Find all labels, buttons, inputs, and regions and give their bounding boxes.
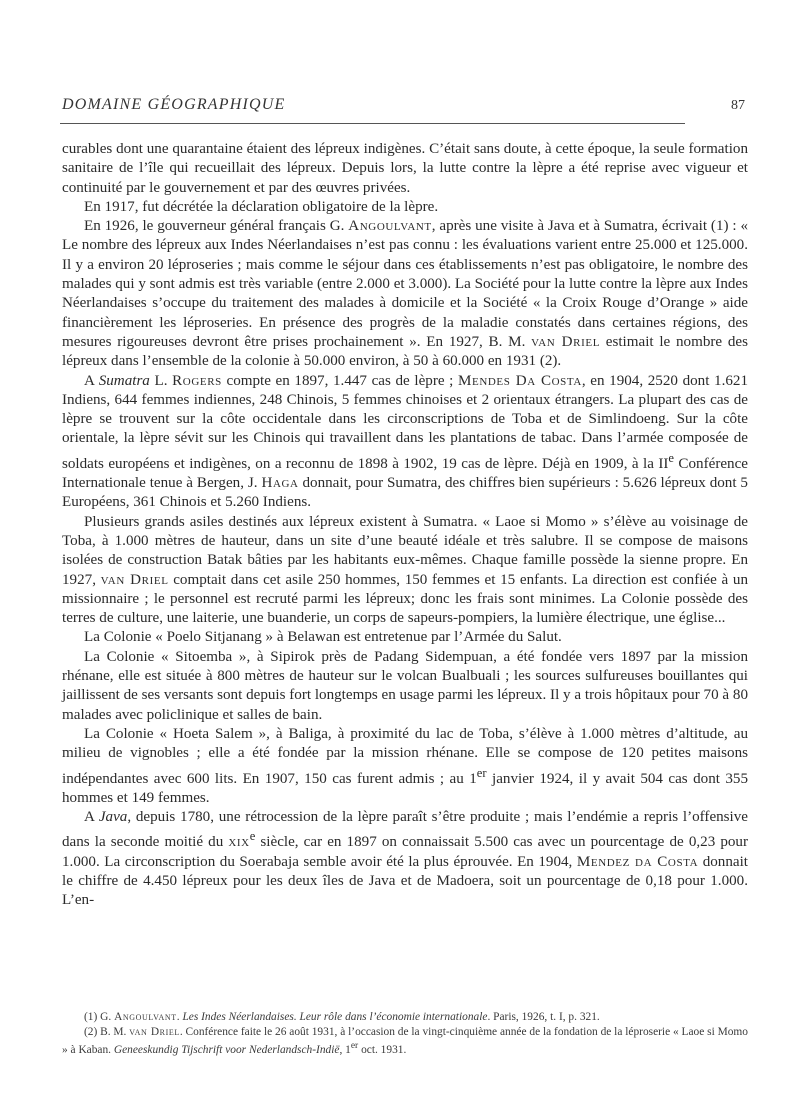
paragraph-8: [62, 725, 748, 808]
text-run: janvier 1924, il y avait 504 cas dont 355 hommes et 149 femmes.: [62, 770, 749, 806]
text-run: donnait, pour Sumatra, des chiffres bien supérieurs : 5.626 lépreux dont 5 Européens, 361 Chinois et 5.260 Indiens.: [62, 475, 748, 511]
author-name: Rogers: [172, 372, 222, 389]
superscript: er: [350, 1041, 359, 1051]
text-run: Conférence Internationale tenue à Bergen, J.: [62, 455, 748, 492]
author-name: Angoulvant: [348, 218, 432, 235]
text-run: siècle, car en 1897 on connaissait 5.500 cas avec un pourcentage de 0,23 pour 1.000. La circonscription du Soerabaja semble avoir été la plus éprouvée. En 1904,: [62, 834, 749, 870]
century-numeral: xix: [228, 834, 250, 851]
author-name: Mendez da Costa: [576, 853, 699, 870]
text-run: A: [84, 372, 99, 389]
text-run: , depuis 1780, une rétrocession de la lèpre paraît s’être produite ; mais l’endémie a repris l’offensive dans la seconde moitié du: [62, 809, 748, 851]
work-title: Les Indes Néerlandaises. Leur rôle dans l’économie internationale: [182, 1011, 488, 1023]
superscript: er: [476, 765, 487, 780]
text-run: La Colonie « Hoeta Salem », à Baliga, à proximité du lac de Toba, s’élève à 1.000 mètres d’altitude, au milieu de vignobles ; elle a été fondée par la mission rhénane. Elle se compose de 120 petites maisons indépendantes avec 600 lits. En 1907, 150 cas furent admis ; au 1: [62, 725, 748, 787]
text-run: . Paris, 1926, t. I, p. 321.: [487, 1011, 600, 1023]
page-number: 87: [731, 98, 745, 113]
author-name: Angoulvant: [114, 1011, 177, 1023]
text-run: A: [84, 809, 99, 826]
text-run: comptait dans cet asile 250 hommes, 150 femmes et 15 enfants. La direction est confiée à un missionnaire ; le personnel est recruté parmi les lépreux; donc les frais sont minimes. La Colonie possède des terres de culture, une laiterie, une buanderie, un corps de sapeurs-pompiers, la lumière électrique, une église...: [62, 571, 749, 627]
author-name: Mendes Da Costa: [458, 372, 582, 389]
running-head: [60, 96, 745, 126]
author-name: van Driel: [129, 1025, 180, 1038]
text-run: donnait le chiffre de 4.450 lépreux pour les deux îles de Java et de Madoera, soit un pourcentage de 0,18 pour 1.000. L’en-: [62, 853, 748, 909]
paragraph-1: curables dont une quarantaine étaient des lépreux indigènes. C’était sans doute, à cette époque, la seule formation sanitaire de l’île qui recueillait des lépreux. Depuis lors, la lutte contre la lèpre a été reprise avec vigueur et continuité par le gouvernement et par des œuvres privées.: [62, 141, 748, 196]
text-run: , en 1904, 2520 dont 1.621 Indiens, 644 femmes indiennes, 248 Chinois, 5 femmes chinoises et 2 orientaux étrangers. La plupart des cas de lèpre se trouvent sur la côte occidentale dans les circonscriptions de Toba et de Simlindoeng. Sur la côte orientale, la lèpre sévit sur les Chinois qui travaillent dans les plantations de tabac. Dans l’armée composée de soldats européens et indigènes, on a reconnu de 1898 à 1902, 19 cas de lèpre. Déjà en 1909, à la II: [62, 372, 749, 472]
place-name: Java: [98, 809, 128, 826]
author-name: van Driel: [100, 571, 169, 588]
text-run: . Conférence faite le 26 août 1931, à l’occasion de la vingt-cinquième année de la fondation de la léproserie « Laoe si Momo » à Kaban.: [62, 1025, 748, 1056]
text-run: oct. 1931.: [358, 1043, 407, 1056]
text-run: , 1: [339, 1043, 351, 1056]
author-name: Haga: [261, 475, 299, 492]
paragraph-9: [62, 808, 748, 911]
author-name: van Driel: [531, 333, 601, 350]
place-name: Sumatra: [98, 372, 150, 389]
footnote-number: (2) B. M.: [84, 1025, 130, 1038]
text-run: En 1926, le gouverneur général français G.: [84, 218, 349, 235]
footnotes: [62, 1010, 748, 1057]
superscript: e: [249, 829, 256, 844]
body-text: [62, 140, 748, 911]
paragraph-7: La Colonie « Sitoemba », à Sipirok près de Padang Sidempuan, a été fondée vers 1897 par la mission rhénane, elle est située à 800 mètres de hauteur sur le volcan Bualbuali ; les sources sulfureuses bouillantes qui jaillissent de ses versants sont depuis fort longtemps en usage parmi les lépreux. Il y a trois hôpitaux pour 70 à 80 malades avec policlinique et salles de bain.: [62, 648, 748, 723]
paragraph-4: [62, 372, 748, 513]
paragraph-6: La Colonie « Poelo Sitjanang » à Belawan est entretenue par l’Armée du Salut.: [84, 629, 562, 646]
header-rule: [60, 123, 685, 124]
running-title: DOMAINE GÉOGRAPHIQUE: [62, 96, 286, 113]
text-run: L.: [149, 372, 173, 389]
paragraph-5: [62, 513, 748, 629]
footnote-2: [62, 1025, 748, 1058]
footnote-number: (1) G.: [84, 1011, 115, 1023]
paragraph-3: [62, 217, 748, 371]
footnote-1: [62, 1010, 748, 1025]
text-run: .: [176, 1011, 183, 1023]
text-run: , après une visite à Java et à Sumatra, écrivait (1) : « Le nombre des lépreux aux Indes Néerlandaises n’est pas connu : les évaluations varient entre 25.000 et 125.000. Il y a environ 20 léproseries ; mais comme le séjour dans ces établissements n’est pas obligatoire, le nombre des malades qui y sont admis est très variable (entre 2.000 et 3.000). La Société pour la lutte contre la lèpre aux Indes Néerlandaises s’occupe du traitement des malades à domicile et la Société « la Croix Rouge d’Orange » aide financièrement les léproseries. En présence des progrès de la maladie constatés dans certaines régions, des mesures rigoureuses devront être prises prochainement ». En 1927, B. M.: [62, 218, 748, 350]
work-title: Geneeskundig Tijschrift voor Nederlandsch-Indië: [113, 1043, 340, 1056]
text-run: Plusieurs grands asiles destinés aux lépreux existent à Sumatra. « Laoe si Momo » s’élève au voisinage de Toba, à 1.000 mètres de hauteur, dans un site d’une beauté idéale et très salubre. Il se compose de maisons isolées de construction Batak bâties par les habitants eux-mêmes. Chaque famille possède la sienne propre. En 1927,: [62, 513, 748, 588]
superscript: e: [668, 450, 675, 465]
text-run: compte en 1897, 1.447 cas de lèpre ;: [221, 372, 458, 389]
paragraph-2: En 1917, fut décrétée la déclaration obligatoire de la lèpre.: [84, 198, 439, 215]
text-run: estimait le nombre des lépreux dans l’ensemble de la colonie à 50.000 environ, à 50 à 60.000 en 1931 (2).: [62, 333, 748, 370]
